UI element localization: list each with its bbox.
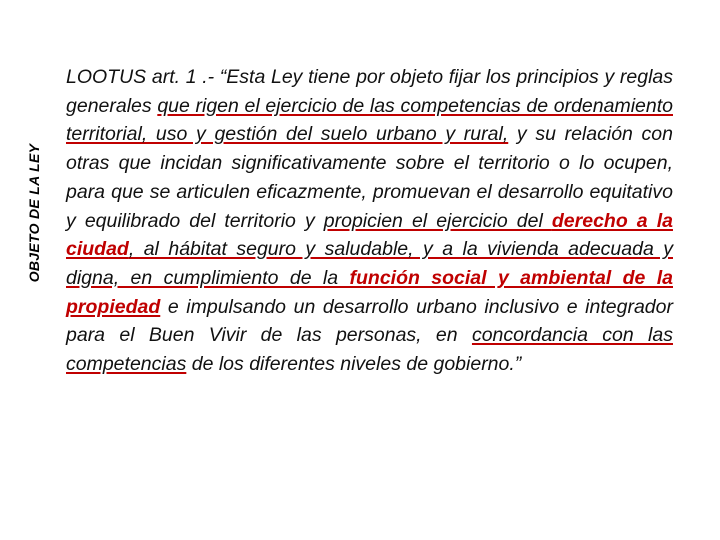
- article-segment: e impulsando un desarrollo urbano inclusivo e integrador para el Buen Vivir de las personas, en: [66, 295, 673, 347]
- article-segment: de los diferentes niveles de gobierno.”: [186, 353, 522, 376]
- side-label-container: [22, 100, 46, 325]
- article-segment: concordancia con las competencias: [66, 324, 673, 376]
- side-title-vertical: OBJETO DE LA LEY: [26, 143, 42, 282]
- article-segment: LOOTUS art. 1 .- “Esta Ley tiene por objeto fijar los principios y reglas generales: [66, 66, 673, 117]
- article-segment: , al hábitat seguro y saludable, y a la vivienda adecuada y digna, en cumplimiento de la: [66, 238, 673, 289]
- article-segment: y su relación con otras que incidan significativamente sobre el territorio o lo ocupen, para que se articulen eficazmente, promuevan el desarrollo equitativo y equilibrado del territorio y: [66, 123, 673, 232]
- article-segment: que rigen el ejercicio de las competencias de ordenamiento territorial, uso y gestión del suelo urbano y rural,: [66, 94, 673, 146]
- article-segment: derecho a la ciudad: [66, 209, 673, 261]
- article-segment: función social y ambiental de la propiedad: [66, 266, 673, 318]
- article-segment: propicien el ejercicio del: [323, 209, 552, 232]
- article-text: [66, 63, 673, 379]
